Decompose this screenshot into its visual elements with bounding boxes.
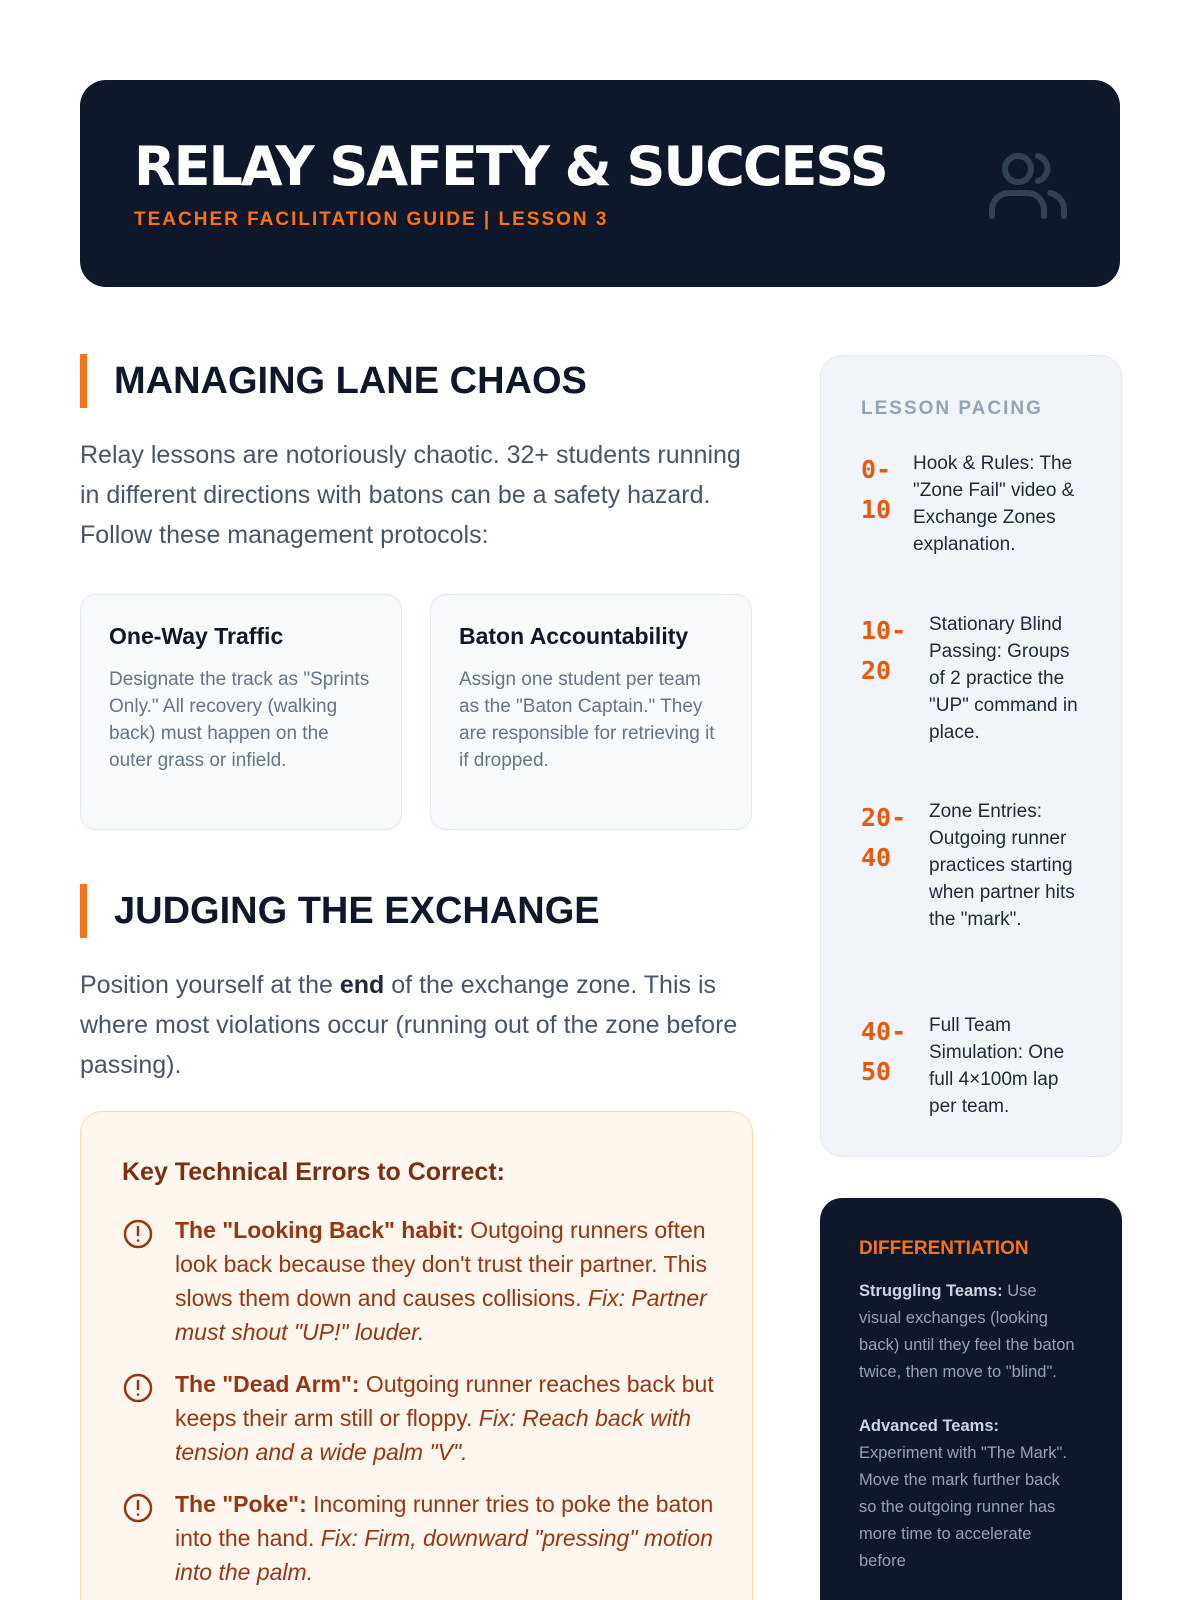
error-description: Outgoing runner reaches back but keeps their arm still or floppy. [175,1371,714,1431]
tip-label: Struggling Teams: [859,1282,1003,1300]
panel-title: LESSON PACING [861,398,1043,419]
card-title: One-Way Traffic [109,623,284,649]
section-heading-lane-chaos: MANAGING LANE CHAOS [80,354,587,408]
pacing-description: Hook & Rules: The "Zone Fail" video & Exchange Zones explanation. [913,453,1075,555]
pacing-description: Zone Entries: Outgoing runner practices starting when partner hits the "mark". [929,801,1075,930]
time-end: 50 [861,1057,892,1086]
error-name: The "Dead Arm": [175,1371,360,1397]
error-text [175,1213,722,1349]
advanced-teams-tip [859,1413,1079,1575]
time-end: 20 [861,656,892,685]
users-icon [988,144,1068,224]
time-start: 0- [861,455,892,484]
pacing-description: Stationary Blind Passing: Groups of 2 practice the "UP" command in place. [929,614,1078,743]
tip-text: Use visual exchanges (looking back) until they feel the baton twice, then move to "blind". [859,1282,1075,1381]
section-heading-judging-exchange: JUDGING THE EXCHANGE [80,884,600,938]
error-fix: Fix: Partner must shout "UP!" louder. [175,1285,707,1345]
lane-chaos-intro: Relay lessons are notoriously chaotic. 32+ students running in different directions with batons can be a safety hazard. Follow these management protocols: [80,441,741,549]
intro-text: Position yourself at the [80,971,340,999]
error-description: Outgoing runners often look back because they don't trust their partner. This slows them down and causes collisions. [175,1217,707,1311]
card-title: Baton Accountability [459,623,689,649]
pacing-time [861,611,906,691]
pacing-description: Full Team Simulation: One full 4×100m lap per team. [929,1015,1065,1117]
card-body: Assign one student per team as the "Baton Captain." They are responsible for retrieving it if dropped. [459,669,715,771]
struggling-teams-tip [859,1278,1079,1386]
intro-emphasis: end [339,971,385,999]
error-fix: Fix: Firm, downward "pressing" motion into the palm. [175,1525,713,1585]
error-text [175,1367,722,1469]
page-title: RELAY SAFETY & SUCCESS [134,135,887,198]
time-end: 40 [861,843,892,872]
time-end: 10 [861,495,892,524]
error-name: The "Looking Back" habit: [175,1217,464,1243]
lesson-pacing-panel [820,355,1122,1157]
error-description: Incoming runner tries to poke the baton into the hand. [175,1491,714,1551]
differentiation-panel [820,1198,1122,1600]
time-start: 40- [861,1017,907,1046]
error-item [122,1213,722,1349]
time-start: 10- [861,616,907,645]
pacing-time [861,798,906,878]
header-banner [80,80,1120,287]
card-body: Designate the track as "Sprints Only." All recovery (walking back) must happen on the outer grass or infield. [109,669,370,771]
error-item [122,1367,722,1469]
differentiation-body [859,1278,1079,1600]
error-name: The "Poke": [175,1491,307,1517]
alert-circle-icon [122,1218,154,1250]
pacing-time [861,1012,906,1092]
pacing-time [861,450,891,530]
panel-title: DIFFERENTIATION [859,1238,1029,1259]
error-text [175,1487,722,1589]
callout-title: Key Technical Errors to Correct: [122,1158,505,1186]
card-one-way-traffic [80,594,402,830]
tip-label: Advanced Teams: [859,1417,999,1435]
card-baton-accountability [430,594,752,830]
error-fix: Fix: Reach back with tension and a wide palm "V". [175,1405,691,1465]
alert-circle-icon [122,1372,154,1404]
judging-exchange-intro [80,965,760,1085]
error-item [122,1487,722,1589]
page-subtitle: TEACHER FACILITATION GUIDE | LESSON 3 [134,209,609,230]
alert-circle-icon [122,1492,154,1524]
technical-errors-callout [80,1111,753,1600]
tip-text: Experiment with "The Mark". Move the mark further back so the outgoing runner has more time to accelerate before [859,1444,1067,1570]
time-start: 20- [861,803,907,832]
intro-text: of the exchange zone. This is where most violations occur (running out of the zone before passing). [80,971,738,1079]
